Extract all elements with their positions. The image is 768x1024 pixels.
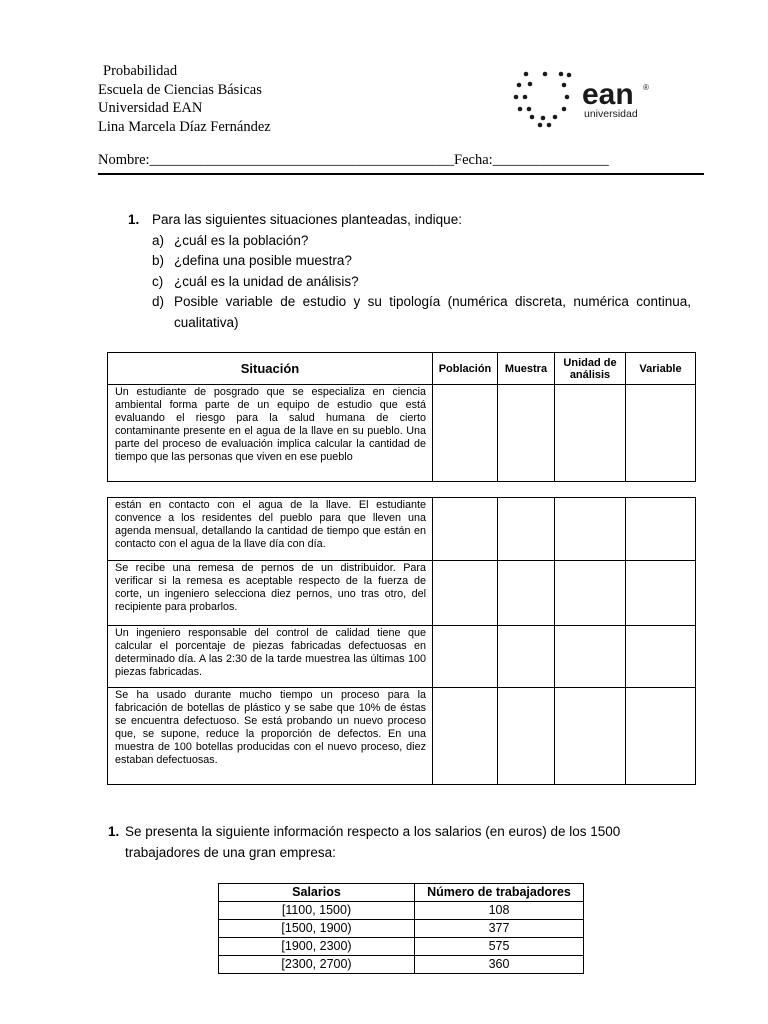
author-name: Lina Marcela Díaz Fernández — [98, 118, 271, 135]
question-1-item-a — [152, 231, 691, 252]
university-name: Universidad EAN — [98, 100, 203, 116]
ean-logo — [512, 68, 662, 130]
item-text: ¿cuál es la población? — [174, 232, 309, 248]
worker-count: 377 — [415, 920, 584, 938]
question-1-item-c — [152, 272, 691, 293]
header-poblacion: Población — [433, 353, 498, 385]
situation-2-text: Se recibe una remesa de pernos de un distribuidor. Para verificar si la remesa es aceptable respecto de la fuerza de corte, un ingeniero selecciona diez pernos, uno tras otro, del recipiente para probarlos. — [108, 561, 433, 626]
school-name: Escuela de Ciencias Básicas — [98, 81, 262, 98]
answer-cell[interactable] — [433, 385, 498, 482]
answer-cell[interactable] — [626, 561, 696, 626]
question-2 — [108, 822, 668, 863]
header-muestra: Muestra — [498, 353, 555, 385]
salary-range: [1900, 2300) — [219, 938, 415, 956]
course-name: Probabilidad — [103, 63, 178, 79]
answer-cell[interactable] — [555, 626, 626, 688]
answer-cell[interactable] — [498, 626, 555, 688]
situation-table-part-1 — [107, 352, 696, 482]
logo-dots-icon — [514, 72, 572, 128]
question-1-item-d — [152, 292, 691, 333]
answer-cell[interactable] — [626, 688, 696, 785]
name-date-line — [98, 152, 704, 175]
answer-cell[interactable] — [555, 688, 626, 785]
header-salarios: Salarios — [219, 884, 415, 902]
answer-cell[interactable] — [626, 385, 696, 482]
question-1-number: 1. — [128, 212, 140, 227]
item-letter: b) — [152, 253, 165, 268]
item-letter: d) — [152, 294, 165, 309]
situation-1-text-part-1: Un estudiante de posgrado que se especializa en ciencia ambiental forma parte de un equipo de estudio que está evaluando el riesgo para la salud humana de cierto contaminante presente en el agua de la llave en su pueblo. Una parte del proceso de evaluación implica calcular la cantidad de tiempo que las personas que viven en ese pueblo — [108, 385, 433, 482]
answer-cell[interactable] — [498, 688, 555, 785]
item-text: Posible variable de estudio y su tipología (numérica discreta, numérica continua, cualitativa) — [174, 294, 691, 330]
table-row — [219, 902, 584, 920]
table-row — [219, 920, 584, 938]
item-letter: a) — [152, 232, 165, 248]
item-text: ¿cuál es la unidad de análisis? — [174, 273, 359, 289]
question-1-stem: Para las siguientes situaciones planteadas, indique: — [152, 212, 462, 227]
question-1 — [128, 210, 691, 333]
name-field-label: Nombre:__________________________________________ — [98, 152, 455, 168]
answer-cell[interactable] — [555, 385, 626, 482]
logo-subtitle: universidad — [584, 108, 638, 120]
salary-table — [218, 883, 584, 974]
answer-cell[interactable] — [626, 626, 696, 688]
worker-count: 108 — [415, 902, 584, 920]
question-1-item-b — [152, 251, 691, 272]
answer-cell[interactable] — [433, 561, 498, 626]
worker-count: 575 — [415, 938, 584, 956]
situation-4-text: Se ha usado durante mucho tiempo un proceso para la fabricación de botellas de plástico y se sabe que 10% de éstas se encuentra defectuoso. Se está probando un nuevo proceso que, se supone, reduce la proporción de defectos. En una muestra de 100 botellas producidas con el nuevo proceso, diez estaban defectuosas. — [108, 688, 433, 785]
item-letter: c) — [152, 273, 164, 289]
salary-range: [2300, 2700) — [219, 956, 415, 974]
item-text: ¿defina una posible muestra? — [174, 253, 352, 268]
logo-brand: ean — [582, 78, 634, 111]
answer-cell[interactable] — [555, 561, 626, 626]
salary-range: [1100, 1500) — [219, 902, 415, 920]
header-situacion: Situación — [108, 353, 433, 385]
question-2-number: 1. — [108, 824, 120, 839]
worker-count: 360 — [415, 956, 584, 974]
answer-cell[interactable] — [555, 498, 626, 561]
answer-cell[interactable] — [433, 688, 498, 785]
answer-cell[interactable] — [498, 385, 555, 482]
table-row — [219, 956, 584, 974]
answer-cell[interactable] — [498, 561, 555, 626]
date-field-label: Fecha:________________ — [454, 152, 609, 168]
answer-cell[interactable] — [433, 498, 498, 561]
logo-registered-mark: ® — [643, 83, 649, 92]
salary-range: [1500, 1900) — [219, 920, 415, 938]
situation-3-text: Un ingeniero responsable del control de calidad tiene que calcular el porcentaje de piezas fabricadas defectuosas en determinado día. A las 2:30 de la tarde muestrea las últimas 100 piezas fabricadas. — [108, 626, 433, 688]
situation-table-part-2 — [107, 497, 696, 785]
answer-cell[interactable] — [433, 626, 498, 688]
answer-cell[interactable] — [498, 498, 555, 561]
header-variable: Variable — [626, 353, 696, 385]
table-row — [219, 938, 584, 956]
question-2-text: Se presenta la siguiente información respecto a los salarios (en euros) de los 1500 trabajadores de una gran empresa: — [125, 824, 621, 860]
document-header — [98, 62, 271, 136]
header-numero-trabajadores: Número de trabajadores — [415, 884, 584, 902]
answer-cell[interactable] — [626, 498, 696, 561]
situation-1-text-part-2: están en contacto con el agua de la llave. El estudiante convence a los residentes del pueblo para que lleven una agenda mensual, detallando la cantidad de tiempo que están en contacto con el agua de la llave día con día. — [108, 498, 433, 561]
header-unidad-analisis: Unidad de análisis — [555, 353, 626, 385]
